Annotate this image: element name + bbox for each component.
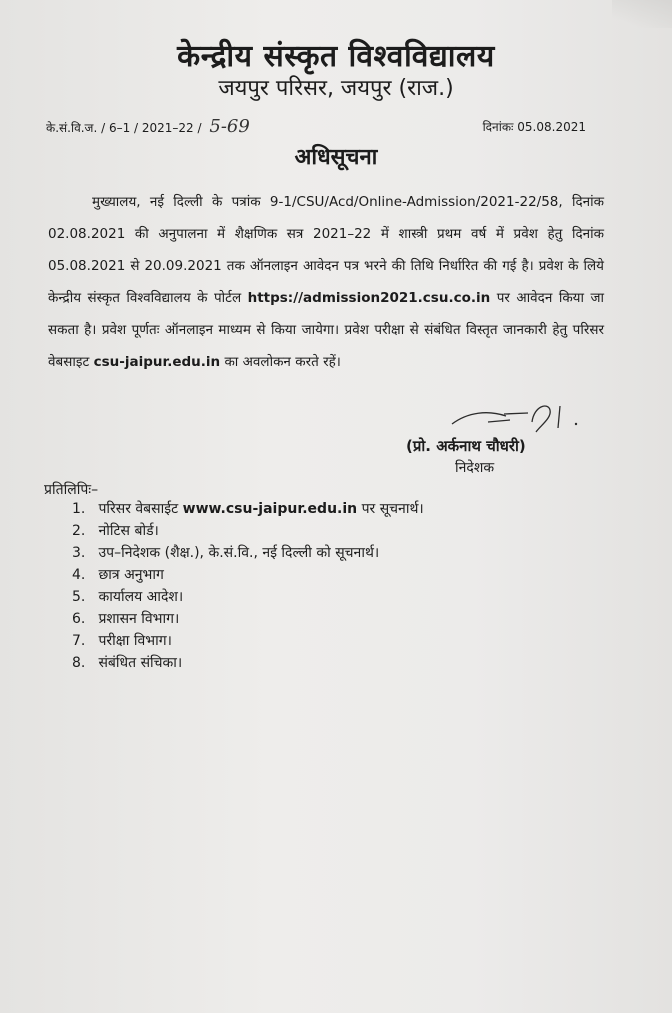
notice-body-part2: पर आवेदन किया जा सकता है। प्रवेश पूर्णतः ऑनलाइन माध्यम से किया जायेगा। प्रवेश परीक्षा से संबंधित विस्तृत जानकारी हेतु परिसर वेबसाइट [48,290,604,370]
list-item-number: 8. [72,655,86,671]
notice-date: दिनांकः 05.08.2021 [482,120,586,134]
list-item-text: परीक्षा विभाग। [98,633,172,649]
copy-to-heading: प्रतिलिपिः– [44,482,99,498]
list-item [72,542,424,564]
list-item [72,652,424,674]
campus-website: csu-jaipur.edu.in [93,354,221,370]
list-item-number: 7. [72,633,86,649]
list-item-text: नोटिस बोर्ड। [98,523,159,539]
list-item-number: 2. [72,523,86,539]
list-item-number: 6. [72,611,86,627]
list-item-suffix: पर सूचनार्थ। [361,501,424,517]
handwritten-dispatch-number: 5-69 [209,116,250,137]
list-item-number: 4. [72,567,86,583]
list-item [72,520,424,542]
list-item-text: प्रशासन विभाग। [98,611,180,627]
notice-body [48,186,604,378]
copy-to-list [72,498,424,674]
campus-subtitle: जयपुर परिसर, जयपुर (राज.) [218,76,454,101]
list-item-number: 3. [72,545,86,561]
notice-title: अधिसूचना [294,145,378,170]
list-item [72,630,424,652]
list-item [72,564,424,586]
website-link: www.csu-jaipur.edu.in [182,501,358,517]
notice-body-part3: का अवलोकन करते रहें। [224,354,341,370]
list-item-number: 5. [72,589,86,605]
list-item [72,586,424,608]
list-item [72,608,424,630]
list-item-number: 1. [72,501,86,517]
signatory-name: (प्रो. अर्कनाथ चौधरी) [406,437,526,455]
list-item-text: कार्यालय आदेश। [98,589,184,605]
university-title: केन्द्रीय संस्कृत विश्वविद्यालय [177,39,495,74]
reference-number-text: के.सं.वि.ज. / 6–1 / 2021–22 / [46,121,202,135]
notice-body-part1: मुख्यालय, नई दिल्ली के पत्रांक 9-1/CSU/Acd/Online-Admission/2021-22/58, दिनांक 02.08.2021 की अनुपालना में शैक्षणिक सत्र 2021–22 में शास्त्री प्रथम वर्ष में प्रवेश हेतु दिनांक 05.08.2021 से 20.09.2021 तक ऑनलाइन आवेदन पत्र भरने की तिथि निर्धारित की गई है। प्रवेश के लिये केन्द्रीय संस्कृत विश्वविद्यालय के पोर्टल [48,194,604,306]
signature-icon [448,398,588,438]
portal-url: https://admission2021.csu.co.in [247,290,491,306]
list-item-text: परिसर वेबसाईट [98,501,179,517]
list-item-text: उप–निदेशक (शैक्ष.), के.सं.वि., नई दिल्ली को सूचनार्थ। [98,545,380,561]
list-item-text: छात्र अनुभाग [98,567,164,583]
reference-number [46,116,250,137]
list-item-text: संबंधित संचिका। [98,655,183,671]
signatory-designation: निदेशक [455,460,495,476]
page-fold-shadow [612,0,672,28]
list-item [72,498,424,520]
